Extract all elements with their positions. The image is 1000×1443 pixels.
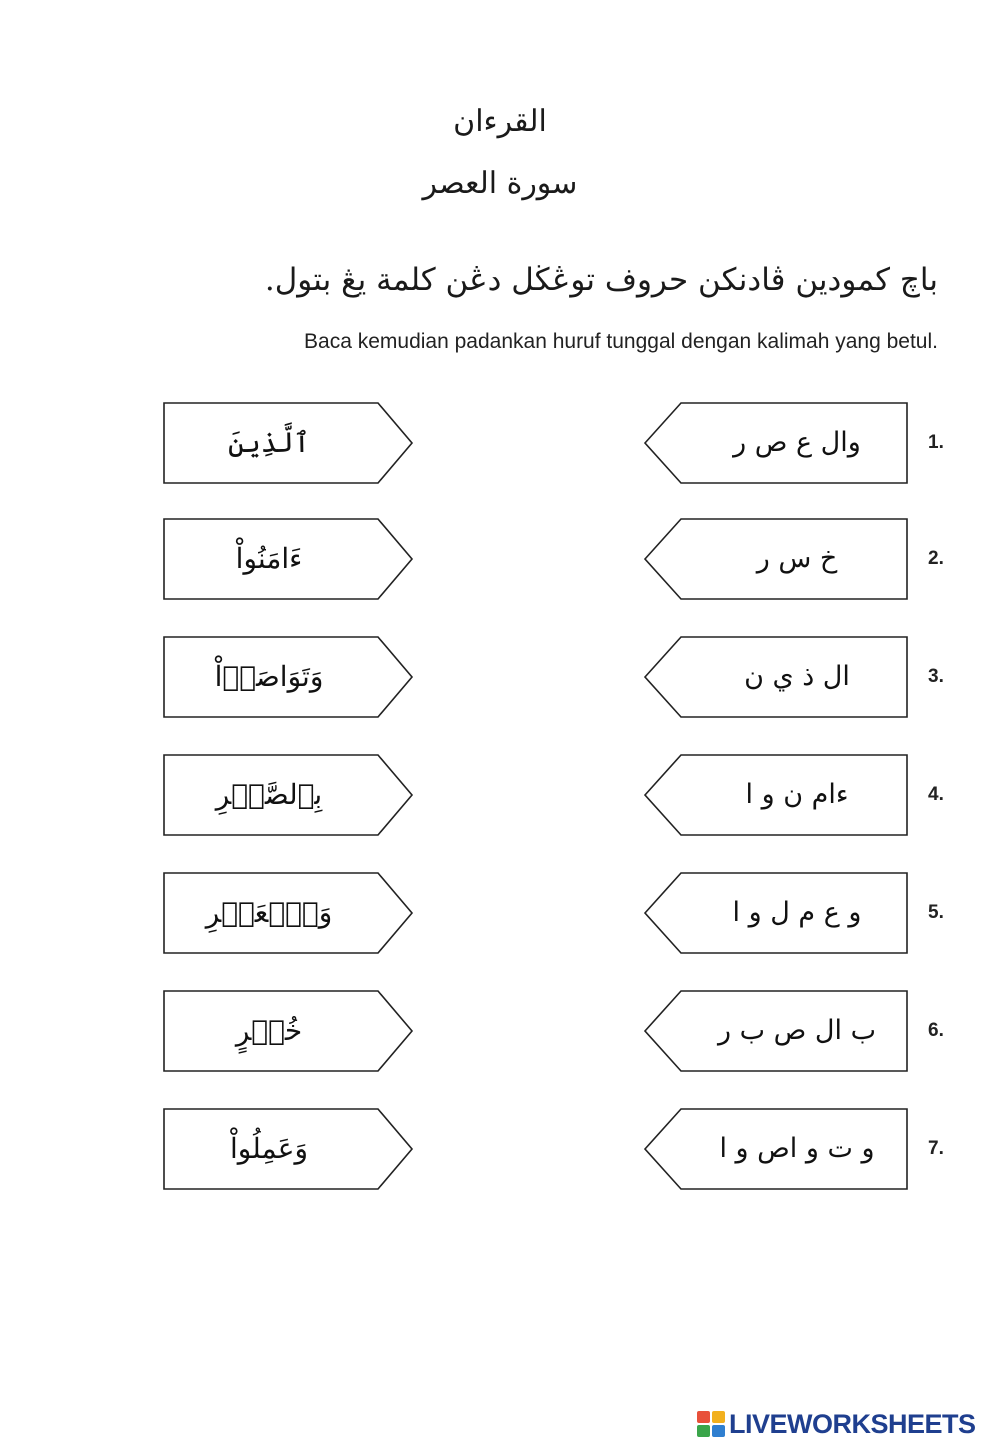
page-title: القرءان [453, 104, 547, 139]
letters-text: خ س ر [756, 543, 838, 574]
letters-card-4[interactable] [644, 754, 908, 836]
letters-text: و ت و اص و ا [719, 1133, 875, 1164]
letters-text: وال ع ص ر [733, 427, 861, 458]
letters-text: و ع م ل و ا [732, 897, 862, 928]
logo-square-3 [697, 1425, 710, 1437]
item-number: 2. [928, 548, 944, 569]
word-text: خُسۡرٍ [235, 1014, 303, 1047]
logo-square-4 [712, 1425, 725, 1437]
word-card-1[interactable] [163, 402, 413, 484]
letters-text: ال ذ ي ن [744, 661, 850, 692]
item-number: 5. [928, 902, 944, 923]
item-number: 1. [928, 432, 944, 453]
matching-row-3 [0, 636, 1000, 718]
word-text: ٱلَّذِينَ [227, 426, 311, 459]
item-number: 3. [928, 666, 944, 687]
letters-card-3[interactable] [644, 636, 908, 718]
liveworksheets-logo [697, 1409, 976, 1439]
word-card-5[interactable] [163, 872, 413, 954]
letters-card-1[interactable] [644, 402, 908, 484]
word-text: وَتَوَاصَوۡاْ [214, 660, 324, 693]
word-card-3[interactable] [163, 636, 413, 718]
word-text: وَٱلۡعَصۡرِ [205, 896, 333, 929]
word-text: ءَامَنُواْ [235, 542, 303, 575]
word-text: وَعَمِلُواْ [230, 1132, 308, 1165]
word-text: بِٱلصَّبۡرِ [215, 778, 323, 811]
letters-text: ب ال ص ب ر [718, 1015, 876, 1046]
letters-card-6[interactable] [644, 990, 908, 1072]
instruction-arabic: باچ كمودين ڤادنكن حروف توڠڬل دڠن كلمة يڠ بتول. [264, 262, 938, 298]
surah-title: سورة العصر [422, 166, 578, 201]
item-number: 6. [928, 1020, 944, 1041]
matching-row-2 [0, 518, 1000, 600]
logo-square-1 [697, 1411, 710, 1423]
logo-mark-icon [697, 1411, 725, 1437]
matching-row-7 [0, 1108, 1000, 1190]
word-card-6[interactable] [163, 990, 413, 1072]
matching-row-5 [0, 872, 1000, 954]
logo-square-2 [712, 1411, 725, 1423]
word-card-7[interactable] [163, 1108, 413, 1190]
matching-row-1 [0, 402, 1000, 484]
logo-text: LIVEWORKSHEETS [729, 1408, 976, 1439]
letters-text: ءام ن و ا [745, 779, 849, 810]
matching-row-4 [0, 754, 1000, 836]
matching-row-6 [0, 990, 1000, 1072]
item-number: 7. [928, 1138, 944, 1159]
word-card-2[interactable] [163, 518, 413, 600]
word-card-4[interactable] [163, 754, 413, 836]
letters-card-2[interactable] [644, 518, 908, 600]
letters-card-7[interactable] [644, 1108, 908, 1190]
instruction-malay: Baca kemudian padankan huruf tunggal dengan kalimah yang betul. [304, 330, 938, 353]
item-number: 4. [928, 784, 944, 805]
letters-card-5[interactable] [644, 872, 908, 954]
